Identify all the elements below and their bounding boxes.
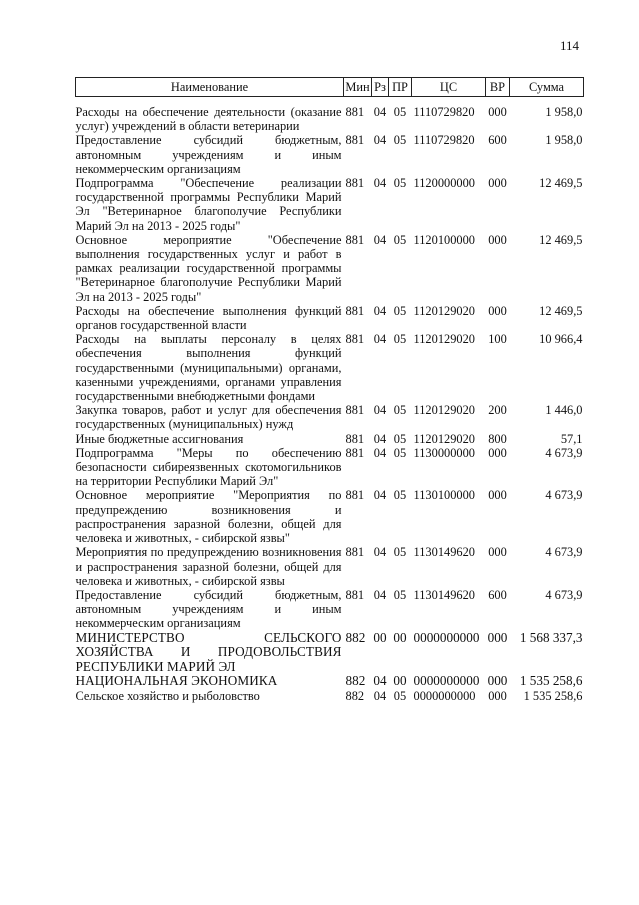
- cell-pr: 05: [393, 431, 407, 446]
- cell-vr: 100: [488, 332, 507, 347]
- table-row: [76, 488, 584, 545]
- cell-min: 881: [345, 488, 365, 503]
- cell-name: Расходы на обеспечение выполнения функций органов государственной власти: [75, 303, 342, 333]
- table-row: [76, 304, 584, 332]
- cell-sum: 10 966,4: [539, 332, 583, 347]
- cell-sum: 4 673,9: [545, 545, 583, 560]
- cell-min: 881: [345, 545, 365, 560]
- cell-cs: 0000000000: [413, 688, 476, 703]
- cell-sum: 12 469,5: [539, 232, 583, 247]
- cell-pr: 05: [393, 232, 407, 247]
- cell-min: 882: [345, 688, 365, 703]
- cell-cs: 1110729820: [413, 133, 475, 148]
- cell-vr: 600: [488, 133, 507, 148]
- cell-cs: 0000000000: [413, 629, 480, 645]
- cell-name: Основное мероприятие "Мероприятия по предупреждению возникновения и распространения заразной болезни, общей для человека и животных, - сибирской язвы": [75, 488, 342, 546]
- cell-pr: 00: [393, 629, 407, 645]
- cell-vr: 000: [488, 445, 507, 460]
- cell-rz: 04: [373, 445, 387, 460]
- cell-sum: 4 673,9: [545, 445, 583, 460]
- cell-vr: 200: [488, 403, 507, 418]
- header-cs: ЦС: [412, 78, 486, 97]
- cell-sum: 12 469,5: [539, 303, 583, 318]
- cell-min: 881: [345, 332, 365, 347]
- table-row: [76, 446, 584, 489]
- cell-sum: 1 958,0: [545, 105, 583, 119]
- cell-rz: 04: [373, 673, 387, 689]
- cell-rz: 04: [373, 332, 387, 347]
- table-row: [76, 545, 584, 588]
- cell-pr: 05: [393, 587, 407, 602]
- cell-vr: 600: [488, 587, 507, 602]
- cell-cs: 1120100000: [413, 232, 475, 247]
- cell-min: 881: [345, 176, 365, 191]
- table-row: [76, 176, 584, 233]
- cell-pr: 05: [393, 403, 407, 418]
- cell-min: 881: [345, 403, 365, 418]
- cell-name: Расходы на обеспечение деятельности (оказание услуг) учреждений в области ветеринарии: [75, 105, 342, 134]
- cell-cs: 1120129020: [413, 431, 475, 446]
- cell-sum: 1 568 337,3: [519, 629, 583, 645]
- cell-name: Иные бюджетные ассигнования: [75, 431, 244, 446]
- cell-vr: 000: [488, 176, 507, 191]
- cell-vr: 000: [488, 488, 507, 503]
- cell-name: Мероприятия по предупреждению возникновения и распространения заразной болезни, общей для человека и животных, - сибирской язвы: [75, 545, 342, 588]
- cell-vr: 000: [488, 688, 507, 703]
- cell-name: Подпрограмма "Обеспечение реализации государственной программы Республики Марий Эл "Ветеринарное благополучие Республики Марий Эл на 2013 - 2025 годы": [75, 176, 342, 233]
- cell-rz: 04: [373, 105, 387, 119]
- cell-pr: 05: [393, 176, 407, 191]
- cell-cs: 1130149620: [413, 587, 475, 602]
- cell-cs: 0000000000: [413, 673, 480, 689]
- cell-sum: 12 469,5: [539, 176, 583, 191]
- cell-name: Подпрограмма "Меры по обеспечению безопасности сибиреязвенных скотомогильников на территории Республики Марий Эл": [75, 445, 342, 489]
- cell-vr: 000: [488, 545, 507, 560]
- cell-min: 881: [345, 587, 365, 602]
- table-row: [76, 332, 584, 403]
- cell-sum: 57,1: [560, 431, 583, 446]
- table-body: [76, 97, 584, 704]
- cell-pr: 05: [393, 133, 407, 148]
- cell-rz: 04: [373, 232, 387, 247]
- cell-name: Основное мероприятие "Обеспечение выполнения государственных услуг и работ в рамках реализации государственной программы "Ветеринарное благополучие Республики Марий Эл на 2013 - 2025 годы": [75, 232, 342, 304]
- cell-min: 881: [345, 445, 365, 460]
- cell-vr: 000: [488, 232, 507, 247]
- table-header: [76, 78, 584, 97]
- cell-sum: 4 673,9: [545, 488, 583, 503]
- cell-rz: 04: [373, 431, 387, 446]
- cell-pr: 05: [393, 332, 407, 347]
- cell-rz: 04: [373, 545, 387, 560]
- page-number: 114: [560, 38, 580, 53]
- cell-pr: 05: [393, 445, 407, 460]
- cell-name: Предоставление субсидий бюджетным, автономным учреждениям и иным некоммерческим организациям: [75, 133, 342, 176]
- cell-sum: 4 673,9: [545, 587, 583, 602]
- cell-min: 881: [345, 431, 365, 446]
- cell-name: МИНИСТЕРСТВО СЕЛЬСКОГО ХОЗЯЙСТВА И ПРОДОВОЛЬСТВИЯ РЕСПУБЛИКИ МАРИЙ ЭЛ: [75, 629, 342, 674]
- cell-pr: 00: [393, 673, 407, 689]
- cell-vr: 800: [488, 431, 507, 446]
- cell-rz: 04: [373, 488, 387, 503]
- cell-cs: 1120129020: [413, 403, 475, 418]
- cell-vr: 000: [487, 673, 508, 689]
- cell-rz: 04: [373, 403, 387, 418]
- cell-name: Расходы на выплаты персоналу в целях обеспечения выполнения функций государственными (муниципальными) органами, казенными учреждениями, органами управления государственными внебюджетными фондами: [75, 332, 342, 404]
- cell-vr: 000: [488, 303, 507, 318]
- cell-pr: 05: [393, 545, 407, 560]
- cell-cs: 1130149620: [413, 545, 475, 560]
- cell-pr: 05: [393, 688, 407, 703]
- header-pr: ПР: [389, 78, 412, 97]
- table-row: [76, 97, 584, 134]
- cell-name: Закупка товаров, работ и услуг для обеспечения государственных (муниципальных) нужд: [75, 403, 342, 432]
- cell-rz: 04: [373, 587, 387, 602]
- cell-min: 881: [345, 105, 365, 119]
- cell-min: 882: [345, 673, 366, 689]
- table-row: [76, 133, 584, 176]
- table-row: [76, 689, 584, 703]
- budget-table: [75, 77, 584, 703]
- cell-cs: 1120129020: [413, 332, 475, 347]
- header-vr: ВР: [486, 78, 510, 97]
- cell-sum: 1 958,0: [545, 133, 583, 148]
- cell-min: 881: [345, 303, 365, 318]
- cell-pr: 05: [393, 105, 407, 119]
- cell-cs: 1120129020: [413, 303, 475, 318]
- header-rz: Рз: [372, 78, 389, 97]
- cell-pr: 05: [393, 488, 407, 503]
- cell-vr: 000: [488, 105, 507, 119]
- cell-name: Сельское хозяйство и рыболовство: [75, 688, 260, 703]
- cell-rz: 04: [373, 133, 387, 148]
- header-sum: Сумма: [510, 78, 584, 97]
- cell-rz: 04: [373, 176, 387, 191]
- header-name: Наименование: [76, 78, 344, 97]
- cell-min: 881: [345, 133, 365, 148]
- cell-min: 881: [345, 232, 365, 247]
- header-min: Мин: [344, 78, 372, 97]
- table-row: [76, 233, 584, 304]
- cell-pr: 05: [393, 303, 407, 318]
- cell-cs: 1130000000: [413, 445, 475, 460]
- cell-rz: 00: [373, 629, 387, 645]
- table-row: [76, 432, 584, 446]
- cell-sum: 1 535 258,6: [523, 688, 583, 703]
- table-row: [76, 588, 584, 631]
- table-row: [76, 403, 584, 431]
- cell-name: Предоставление субсидий бюджетным, автономным учреждениям и иным некоммерческим организациям: [75, 587, 342, 631]
- cell-sum: 1 535 258,6: [519, 673, 583, 689]
- table-row: [76, 631, 584, 675]
- cell-vr: 000: [487, 629, 508, 645]
- cell-rz: 04: [373, 303, 387, 318]
- cell-cs: 1120000000: [413, 176, 475, 191]
- cell-sum: 1 446,0: [545, 403, 583, 418]
- cell-cs: 1130100000: [413, 488, 475, 503]
- cell-cs: 1110729820: [413, 105, 475, 119]
- cell-min: 882: [345, 629, 366, 645]
- cell-rz: 04: [373, 688, 387, 703]
- table-row: [76, 674, 584, 689]
- cell-name: НАЦИОНАЛЬНАЯ ЭКОНОМИКА: [75, 673, 278, 689]
